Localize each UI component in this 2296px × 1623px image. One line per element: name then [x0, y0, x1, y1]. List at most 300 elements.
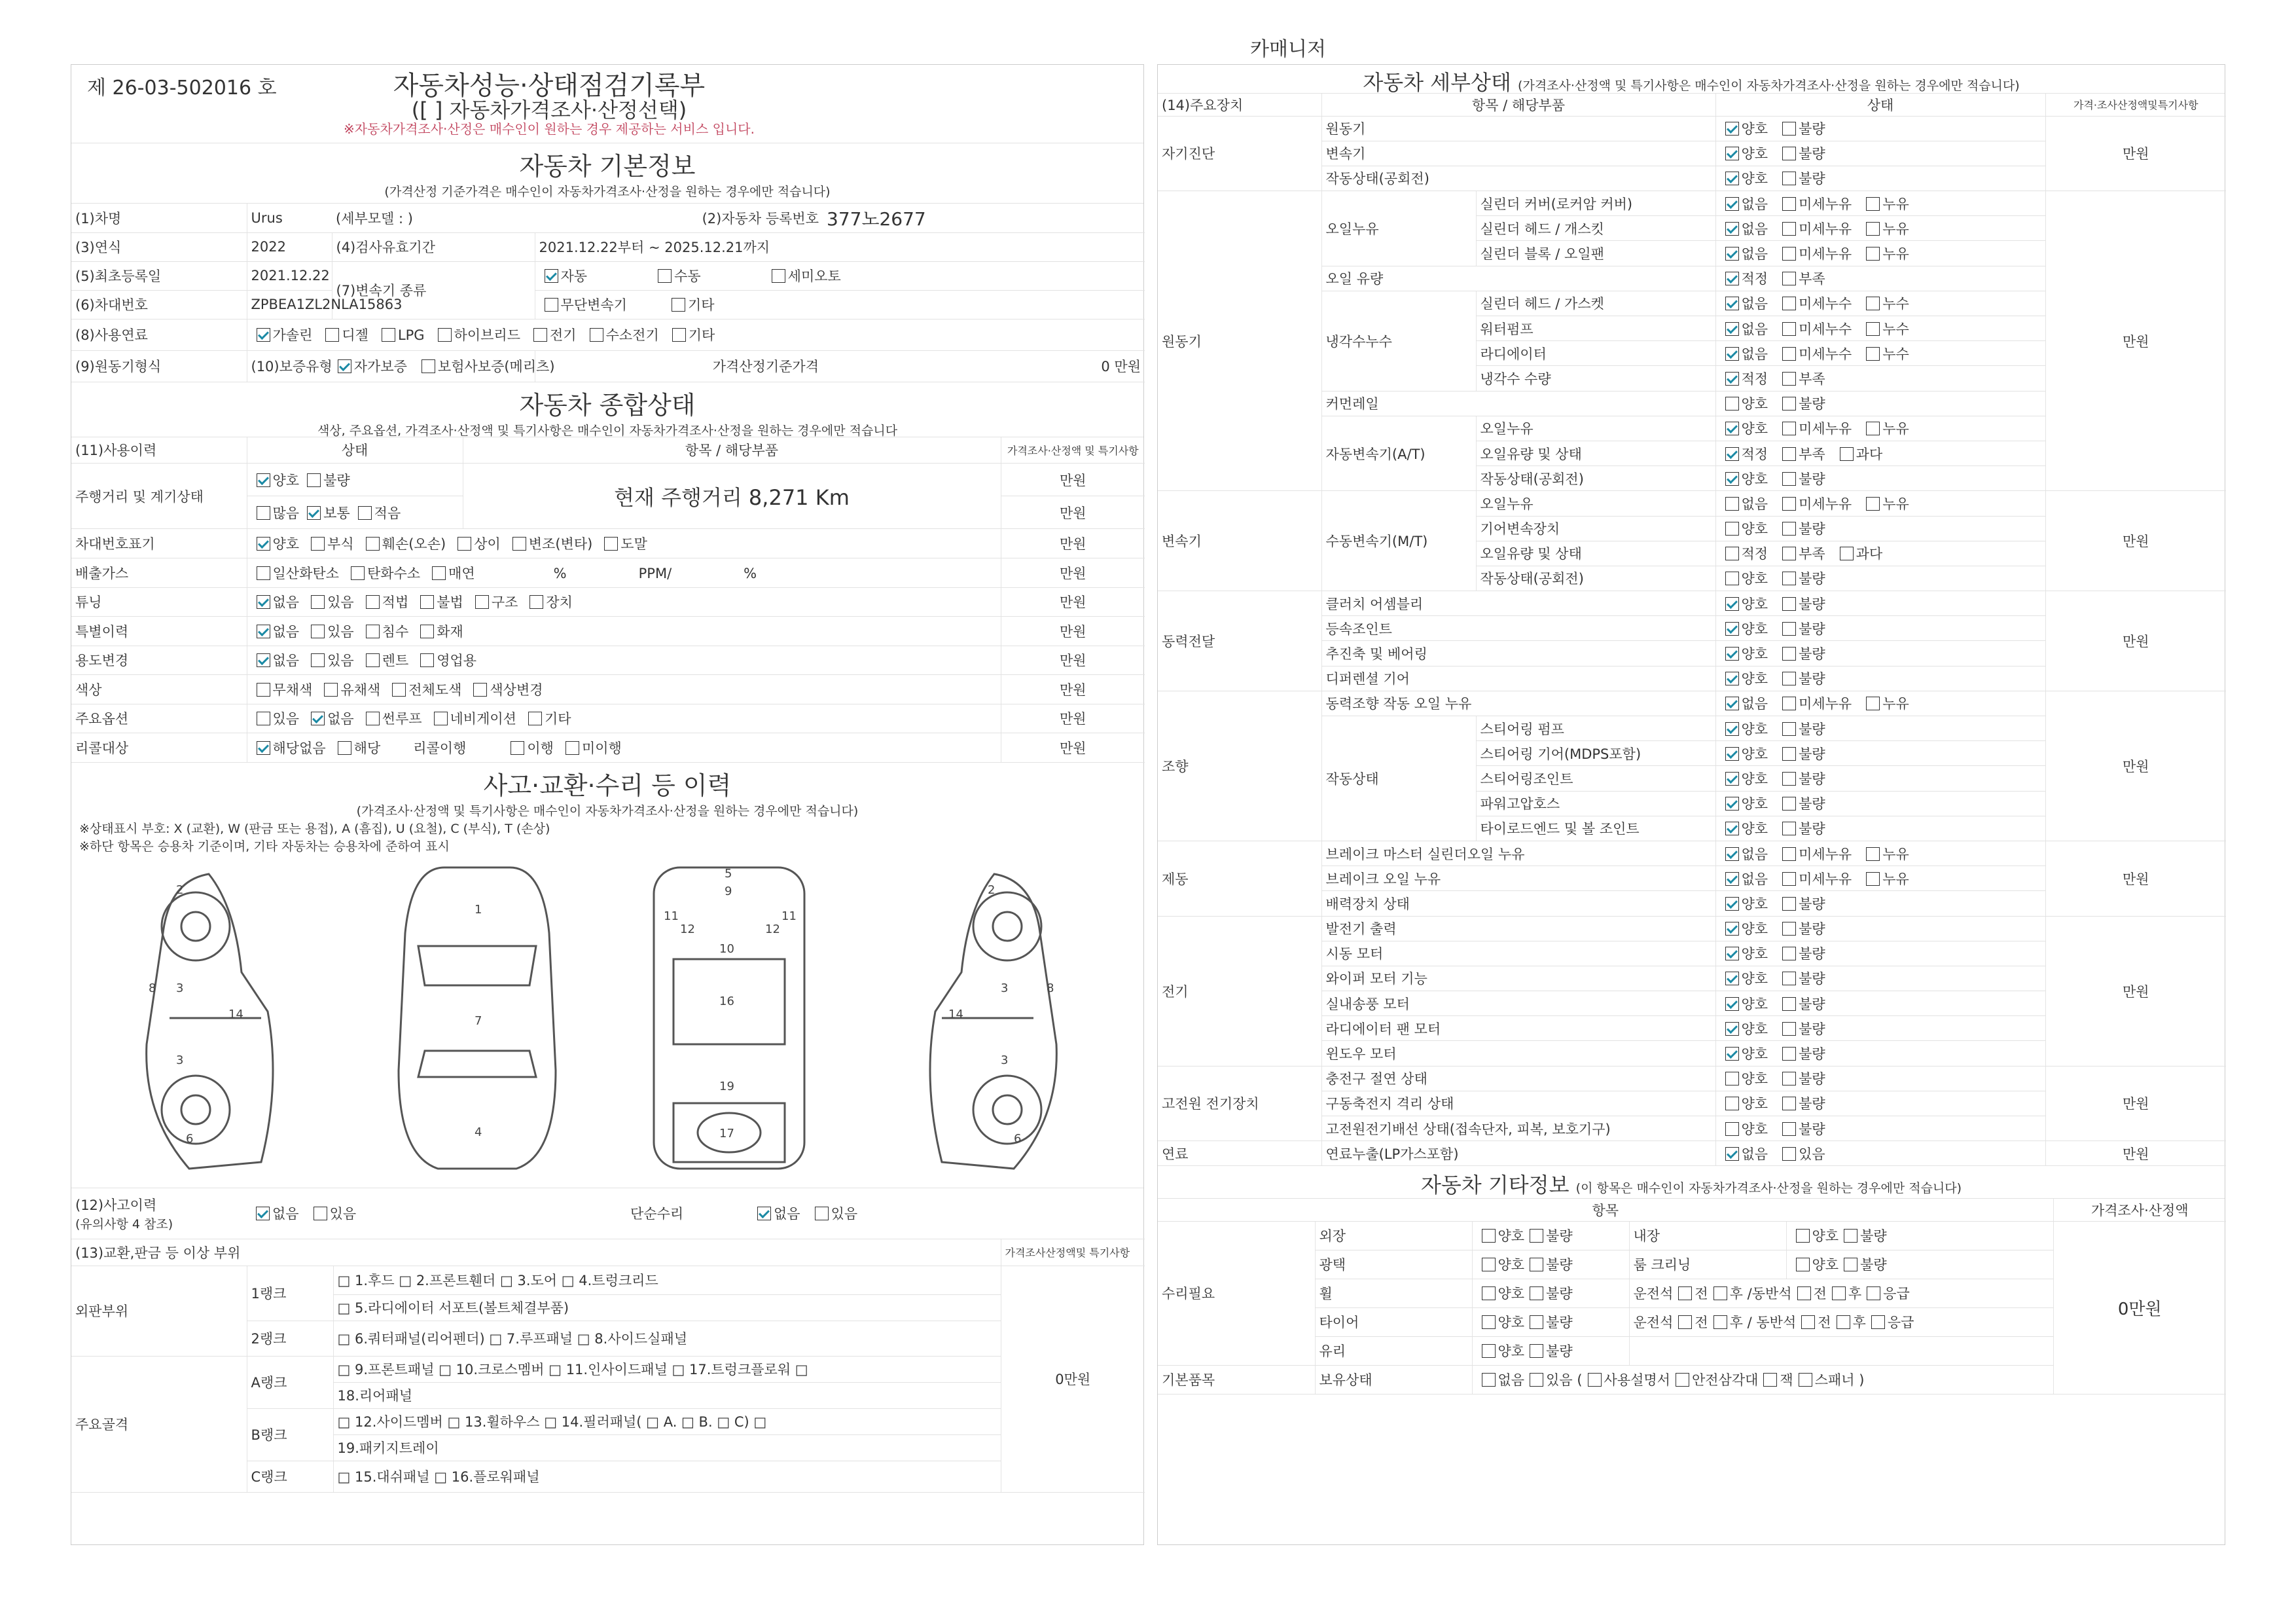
- checkbox-icon[interactable]: [1725, 947, 1739, 960]
- checkbox-icon[interactable]: [1782, 722, 1796, 736]
- checkbox-icon[interactable]: [1782, 622, 1796, 636]
- checkbox-icon[interactable]: [511, 741, 524, 755]
- checkbox-icon[interactable]: [512, 537, 526, 551]
- checkbox-icon[interactable]: [1782, 1072, 1796, 1085]
- checkbox-option[interactable]: [1720, 1093, 1768, 1113]
- checkbox-icon[interactable]: [1725, 147, 1739, 160]
- checkbox-option[interactable]: [1777, 1068, 1825, 1088]
- checkbox-option[interactable]: [470, 592, 518, 611]
- checkbox-option[interactable]: [251, 503, 300, 522]
- checkbox-icon[interactable]: [1782, 272, 1796, 285]
- checkbox-icon[interactable]: [1866, 347, 1880, 361]
- checkbox-icon[interactable]: [325, 328, 339, 342]
- checkbox-option[interactable]: [1720, 968, 1768, 988]
- checkbox-icon[interactable]: [1782, 222, 1796, 236]
- checkbox-option[interactable]: [1720, 1144, 1768, 1163]
- checkbox-icon[interactable]: [1725, 1072, 1739, 1085]
- checkbox-icon[interactable]: [1725, 447, 1739, 461]
- checkbox-option[interactable]: [1720, 369, 1768, 388]
- checkbox-option[interactable]: [415, 650, 476, 670]
- checkbox-option[interactable]: [1720, 844, 1768, 864]
- checkbox-icon[interactable]: [1782, 747, 1796, 761]
- checkbox-option[interactable]: [452, 534, 501, 553]
- checkbox-icon[interactable]: [420, 653, 434, 667]
- checkbox-option[interactable]: [1720, 143, 1768, 163]
- checkbox-icon[interactable]: [307, 473, 321, 487]
- checkbox-icon[interactable]: [1782, 922, 1796, 936]
- checkbox-option[interactable]: [1777, 519, 1825, 538]
- checkbox-icon[interactable]: [1725, 272, 1739, 285]
- checkbox-icon[interactable]: [432, 566, 446, 580]
- checkbox-icon[interactable]: [457, 537, 471, 551]
- checkbox-icon[interactable]: [1840, 447, 1854, 461]
- checkbox-icon[interactable]: [1725, 997, 1739, 1011]
- checkbox-option[interactable]: [1861, 869, 1909, 888]
- checkbox-option[interactable]: [766, 266, 841, 285]
- checkbox-option[interactable]: [539, 266, 588, 285]
- checkbox-icon[interactable]: [1725, 797, 1739, 811]
- checkbox-option[interactable]: [1720, 668, 1768, 688]
- checkbox-option[interactable]: [332, 356, 407, 376]
- checkbox-option[interactable]: [523, 708, 571, 728]
- checkbox-option[interactable]: [433, 325, 520, 344]
- checkbox-option[interactable]: [1777, 319, 1852, 338]
- checkbox-icon[interactable]: [1725, 397, 1739, 410]
- checkbox-icon[interactable]: [1782, 122, 1796, 136]
- checkbox-option[interactable]: [1720, 693, 1768, 713]
- checkbox-icon[interactable]: [311, 712, 325, 725]
- checkbox-icon[interactable]: [1725, 522, 1739, 536]
- checkbox-option[interactable]: [361, 534, 446, 553]
- checkbox-icon[interactable]: [533, 328, 547, 342]
- checkbox-icon[interactable]: [392, 683, 406, 697]
- checkbox-icon[interactable]: [382, 328, 395, 342]
- checkbox-icon[interactable]: [366, 537, 380, 551]
- checkbox-option[interactable]: [1720, 943, 1768, 963]
- checkbox-icon[interactable]: [1782, 1047, 1796, 1061]
- checkbox-option[interactable]: [1777, 168, 1825, 188]
- checkbox-icon[interactable]: [815, 1207, 829, 1220]
- checkbox-icon[interactable]: [257, 712, 270, 725]
- checkbox-icon[interactable]: [565, 741, 579, 755]
- checkbox-option[interactable]: [1861, 194, 1909, 213]
- checkbox-icon[interactable]: [1782, 547, 1796, 560]
- checkbox-icon[interactable]: [420, 595, 434, 609]
- checkbox-icon[interactable]: [1866, 697, 1880, 710]
- checkbox-option[interactable]: [1777, 393, 1825, 413]
- checkbox-option[interactable]: [1777, 219, 1852, 238]
- checkbox-icon[interactable]: [1725, 1147, 1739, 1161]
- checkbox-icon[interactable]: [257, 566, 270, 580]
- checkbox-option[interactable]: [251, 708, 300, 728]
- checkbox-icon[interactable]: [1725, 547, 1739, 560]
- checkbox-icon[interactable]: [257, 537, 270, 551]
- checkbox-option[interactable]: [524, 592, 573, 611]
- checkbox-option[interactable]: [1720, 919, 1768, 938]
- checkbox-icon[interactable]: [1725, 597, 1739, 611]
- checkbox-option[interactable]: [361, 650, 409, 670]
- checkbox-icon[interactable]: [1866, 322, 1880, 336]
- checkbox-icon[interactable]: [366, 625, 380, 638]
- checkbox-icon[interactable]: [1782, 397, 1796, 410]
- checkbox-icon[interactable]: [1782, 997, 1796, 1011]
- checkbox-icon[interactable]: [1725, 1097, 1739, 1110]
- checkbox-icon[interactable]: [1782, 1097, 1796, 1110]
- checkbox-icon[interactable]: [1782, 797, 1796, 811]
- checkbox-icon[interactable]: [672, 328, 686, 342]
- checkbox-icon[interactable]: [358, 506, 372, 520]
- checkbox-option[interactable]: [1720, 418, 1768, 438]
- checkbox-icon[interactable]: [1782, 447, 1796, 461]
- checkbox-icon[interactable]: [1866, 222, 1880, 236]
- checkbox-icon[interactable]: [1782, 247, 1796, 261]
- checkbox-option[interactable]: [584, 325, 659, 344]
- checkbox-option[interactable]: [306, 534, 354, 553]
- checkbox-icon[interactable]: [1866, 197, 1880, 211]
- checkbox-icon[interactable]: [1782, 472, 1796, 486]
- checkbox-icon[interactable]: [1782, 572, 1796, 585]
- checkbox-option[interactable]: [1720, 769, 1768, 788]
- checkbox-icon[interactable]: [1725, 772, 1739, 786]
- checkbox-option[interactable]: [306, 708, 354, 728]
- checkbox-option[interactable]: [1777, 1093, 1825, 1113]
- checkbox-option[interactable]: [1720, 344, 1768, 363]
- checkbox-option[interactable]: [1777, 793, 1825, 813]
- checkbox-icon[interactable]: [366, 595, 380, 609]
- checkbox-option[interactable]: [251, 621, 300, 641]
- checkbox-icon[interactable]: [257, 506, 270, 520]
- checkbox-icon[interactable]: [1782, 897, 1796, 911]
- checkbox-icon[interactable]: [311, 625, 325, 638]
- checkbox-icon[interactable]: [1725, 1122, 1739, 1136]
- checkbox-option[interactable]: [1777, 194, 1852, 213]
- checkbox-icon[interactable]: [324, 683, 338, 697]
- checkbox-icon[interactable]: [1725, 247, 1739, 261]
- checkbox-option[interactable]: [1720, 644, 1768, 663]
- checkbox-icon[interactable]: [604, 537, 618, 551]
- checkbox-icon[interactable]: [1725, 847, 1739, 861]
- checkbox-icon[interactable]: [366, 653, 380, 667]
- checkbox-option[interactable]: [1777, 1044, 1825, 1063]
- checkbox-icon[interactable]: [1782, 297, 1796, 310]
- checkbox-option[interactable]: [1720, 1119, 1768, 1139]
- checkbox-icon[interactable]: [545, 269, 558, 283]
- checkbox-icon[interactable]: [338, 741, 351, 755]
- checkbox-icon[interactable]: [1782, 697, 1796, 710]
- checkbox-icon[interactable]: [420, 625, 434, 638]
- checkbox-option[interactable]: [1835, 543, 1883, 563]
- checkbox-icon[interactable]: [1782, 947, 1796, 960]
- checkbox-option[interactable]: [666, 295, 715, 314]
- checkbox-icon[interactable]: [1782, 1022, 1796, 1036]
- checkbox-icon[interactable]: [1782, 347, 1796, 361]
- checkbox-option[interactable]: [353, 503, 401, 522]
- checkbox-option[interactable]: [1861, 844, 1909, 864]
- checkbox-icon[interactable]: [529, 595, 543, 609]
- checkbox-icon[interactable]: [1725, 197, 1739, 211]
- checkbox-option[interactable]: [251, 738, 326, 757]
- checkbox-icon[interactable]: [1840, 547, 1854, 560]
- checkbox-icon[interactable]: [1782, 1147, 1796, 1161]
- checkbox-icon[interactable]: [257, 683, 270, 697]
- checkbox-option[interactable]: [1861, 693, 1909, 713]
- checkbox-option[interactable]: [1777, 994, 1825, 1013]
- checkbox-option[interactable]: [1720, 543, 1768, 563]
- checkbox-option[interactable]: [1720, 469, 1768, 488]
- checkbox-icon[interactable]: [338, 359, 351, 373]
- checkbox-option[interactable]: [1861, 418, 1909, 438]
- checkbox-icon[interactable]: [1725, 722, 1739, 736]
- checkbox-icon[interactable]: [590, 328, 603, 342]
- checkbox-icon[interactable]: [1725, 922, 1739, 936]
- checkbox-option[interactable]: [1777, 568, 1825, 588]
- checkbox-option[interactable]: [1777, 719, 1825, 739]
- checkbox-option[interactable]: [507, 534, 593, 553]
- checkbox-icon[interactable]: [1725, 822, 1739, 835]
- checkbox-option[interactable]: [306, 592, 354, 611]
- checkbox-option[interactable]: [1777, 769, 1825, 788]
- checkbox-icon[interactable]: [672, 298, 685, 312]
- checkbox-icon[interactable]: [658, 269, 672, 283]
- checkbox-icon[interactable]: [1725, 622, 1739, 636]
- checkbox-option[interactable]: [251, 534, 300, 553]
- checkbox-icon[interactable]: [1866, 497, 1880, 511]
- checkbox-option[interactable]: [1720, 319, 1768, 338]
- checkbox-icon[interactable]: [1782, 1122, 1796, 1136]
- checkbox-icon[interactable]: [1782, 872, 1796, 886]
- checkbox-icon[interactable]: [257, 625, 270, 638]
- checkbox-option[interactable]: [251, 1203, 299, 1223]
- checkbox-icon[interactable]: [1782, 647, 1796, 661]
- checkbox-icon[interactable]: [1725, 747, 1739, 761]
- checkbox-icon[interactable]: [1725, 497, 1739, 511]
- checkbox-option[interactable]: [1861, 293, 1909, 313]
- checkbox-icon[interactable]: [257, 328, 270, 342]
- checkbox-option[interactable]: [306, 650, 354, 670]
- checkbox-icon[interactable]: [1866, 872, 1880, 886]
- checkbox-option[interactable]: [1720, 1068, 1768, 1088]
- checkbox-option[interactable]: [416, 356, 555, 376]
- checkbox-option[interactable]: [415, 621, 463, 641]
- checkbox-icon[interactable]: [1782, 772, 1796, 786]
- checkbox-option[interactable]: [415, 592, 463, 611]
- checkbox-icon[interactable]: [1782, 372, 1796, 386]
- checkbox-icon[interactable]: [1782, 597, 1796, 611]
- checkbox-icon[interactable]: [1782, 497, 1796, 511]
- checkbox-icon[interactable]: [314, 1207, 327, 1220]
- checkbox-icon[interactable]: [528, 712, 542, 725]
- checkbox-icon[interactable]: [1782, 847, 1796, 861]
- checkbox-option[interactable]: [1777, 894, 1825, 913]
- checkbox-icon[interactable]: [1725, 1022, 1739, 1036]
- checkbox-icon[interactable]: [1725, 672, 1739, 685]
- checkbox-option[interactable]: [1720, 818, 1768, 838]
- checkbox-option[interactable]: [1720, 1044, 1768, 1063]
- checkbox-icon[interactable]: [1782, 822, 1796, 835]
- checkbox-icon[interactable]: [1725, 122, 1739, 136]
- checkbox-icon[interactable]: [257, 473, 270, 487]
- checkbox-option[interactable]: [1835, 444, 1883, 464]
- checkbox-icon[interactable]: [257, 741, 270, 755]
- checkbox-option[interactable]: [1777, 494, 1852, 513]
- checkbox-icon[interactable]: [1725, 472, 1739, 486]
- checkbox-option[interactable]: [1720, 393, 1768, 413]
- checkbox-icon[interactable]: [772, 269, 785, 283]
- checkbox-icon[interactable]: [1782, 147, 1796, 160]
- checkbox-option[interactable]: [302, 470, 350, 490]
- checkbox-option[interactable]: [1720, 619, 1768, 638]
- checkbox-icon[interactable]: [1725, 222, 1739, 236]
- checkbox-icon[interactable]: [307, 506, 321, 520]
- checkbox-icon[interactable]: [1725, 1047, 1739, 1061]
- checkbox-icon[interactable]: [311, 537, 325, 551]
- checkbox-option[interactable]: [539, 295, 627, 314]
- checkbox-option[interactable]: [1777, 119, 1825, 138]
- checkbox-option[interactable]: [1720, 268, 1768, 288]
- checkbox-icon[interactable]: [1725, 697, 1739, 710]
- checkbox-icon[interactable]: [1782, 672, 1796, 685]
- checkbox-option[interactable]: [308, 1203, 357, 1223]
- checkbox-option[interactable]: [1777, 444, 1825, 464]
- checkbox-option[interactable]: [251, 592, 300, 611]
- checkbox-icon[interactable]: [1725, 572, 1739, 585]
- checkbox-option[interactable]: [1720, 293, 1768, 313]
- checkbox-option[interactable]: [346, 563, 420, 583]
- checkbox-option[interactable]: [1720, 793, 1768, 813]
- checkbox-option[interactable]: [1720, 119, 1768, 138]
- checkbox-icon[interactable]: [545, 298, 558, 312]
- checkbox-icon[interactable]: [475, 595, 489, 609]
- checkbox-option[interactable]: [332, 738, 381, 757]
- checkbox-icon[interactable]: [1782, 322, 1796, 336]
- checkbox-option[interactable]: [653, 266, 701, 285]
- checkbox-option[interactable]: [251, 650, 300, 670]
- checkbox-option[interactable]: [1861, 494, 1909, 513]
- checkbox-option[interactable]: [1777, 244, 1852, 263]
- checkbox-option[interactable]: [1720, 219, 1768, 238]
- checkbox-option[interactable]: [1777, 268, 1825, 288]
- checkbox-option[interactable]: [667, 325, 715, 344]
- checkbox-icon[interactable]: [1725, 372, 1739, 386]
- checkbox-option[interactable]: [1777, 418, 1852, 438]
- checkbox-icon[interactable]: [1725, 422, 1739, 435]
- checkbox-option[interactable]: [376, 327, 425, 343]
- checkbox-option[interactable]: [1777, 143, 1825, 163]
- checkbox-icon[interactable]: [438, 328, 452, 342]
- checkbox-option[interactable]: [1777, 1019, 1825, 1038]
- checkbox-option[interactable]: [1777, 818, 1825, 838]
- checkbox-icon[interactable]: [1725, 897, 1739, 911]
- checkbox-option[interactable]: [1720, 568, 1768, 588]
- checkbox-option[interactable]: [1777, 369, 1825, 388]
- checkbox-icon[interactable]: [257, 595, 270, 609]
- checkbox-option[interactable]: [1777, 943, 1825, 963]
- checkbox-option[interactable]: [1777, 844, 1852, 864]
- checkbox-option[interactable]: [1720, 244, 1768, 263]
- checkbox-option[interactable]: [361, 621, 409, 641]
- checkbox-option[interactable]: [1861, 244, 1909, 263]
- checkbox-icon[interactable]: [1782, 172, 1796, 185]
- checkbox-option[interactable]: [1861, 319, 1909, 338]
- checkbox-option[interactable]: [361, 708, 422, 728]
- checkbox-option[interactable]: [1861, 219, 1909, 238]
- checkbox-icon[interactable]: [1866, 422, 1880, 435]
- checkbox-option[interactable]: [1861, 344, 1909, 363]
- checkbox-icon[interactable]: [473, 683, 487, 697]
- checkbox-option[interactable]: [1777, 344, 1852, 363]
- checkbox-option[interactable]: [387, 680, 461, 699]
- checkbox-option[interactable]: [1777, 1119, 1825, 1139]
- checkbox-icon[interactable]: [1725, 297, 1739, 310]
- checkbox-icon[interactable]: [1866, 297, 1880, 310]
- checkbox-option[interactable]: [599, 534, 647, 553]
- checkbox-icon[interactable]: [311, 653, 325, 667]
- checkbox-option[interactable]: [361, 592, 409, 611]
- checkbox-icon[interactable]: [1725, 647, 1739, 661]
- checkbox-icon[interactable]: [757, 1207, 771, 1220]
- checkbox-option[interactable]: [1777, 869, 1852, 888]
- checkbox-option[interactable]: [1777, 693, 1852, 713]
- checkbox-option[interactable]: [427, 563, 475, 583]
- checkbox-option[interactable]: [528, 325, 577, 344]
- checkbox-icon[interactable]: [1866, 247, 1880, 261]
- checkbox-option[interactable]: [251, 680, 313, 699]
- checkbox-option[interactable]: [1720, 994, 1768, 1013]
- checkbox-icon[interactable]: [1725, 172, 1739, 185]
- checkbox-icon[interactable]: [1782, 197, 1796, 211]
- checkbox-option[interactable]: [1720, 519, 1768, 538]
- checkbox-option[interactable]: [505, 738, 554, 757]
- checkbox-option[interactable]: [1777, 293, 1852, 313]
- checkbox-option[interactable]: [1777, 619, 1825, 638]
- checkbox-icon[interactable]: [351, 566, 365, 580]
- checkbox-option[interactable]: [1720, 894, 1768, 913]
- checkbox-icon[interactable]: [1725, 322, 1739, 336]
- checkbox-icon[interactable]: [422, 359, 435, 373]
- checkbox-icon[interactable]: [257, 653, 270, 667]
- checkbox-icon[interactable]: [1725, 347, 1739, 361]
- checkbox-option[interactable]: [1720, 719, 1768, 739]
- checkbox-option[interactable]: [1720, 194, 1768, 213]
- checkbox-icon[interactable]: [1866, 847, 1880, 861]
- checkbox-icon[interactable]: [256, 1207, 270, 1220]
- checkbox-icon[interactable]: [1782, 522, 1796, 536]
- checkbox-option[interactable]: [1720, 444, 1768, 464]
- checkbox-option[interactable]: [1720, 869, 1768, 888]
- checkbox-option[interactable]: [1777, 668, 1825, 688]
- checkbox-option[interactable]: [1720, 744, 1768, 763]
- checkbox-option[interactable]: [1777, 543, 1825, 563]
- checkbox-option[interactable]: [251, 563, 339, 583]
- checkbox-icon[interactable]: [1725, 872, 1739, 886]
- checkbox-icon[interactable]: [366, 712, 380, 725]
- checkbox-option[interactable]: [429, 708, 516, 728]
- checkbox-option[interactable]: [320, 325, 368, 344]
- checkbox-option[interactable]: [1777, 919, 1825, 938]
- checkbox-option[interactable]: [468, 680, 543, 699]
- checkbox-option[interactable]: [306, 621, 354, 641]
- checkbox-icon[interactable]: [1725, 972, 1739, 985]
- checkbox-icon[interactable]: [311, 595, 325, 609]
- checkbox-option[interactable]: [1777, 1144, 1825, 1163]
- checkbox-option[interactable]: [1777, 594, 1825, 613]
- checkbox-option[interactable]: [1720, 494, 1768, 513]
- checkbox-option[interactable]: [1720, 594, 1768, 613]
- checkbox-icon[interactable]: [434, 712, 448, 725]
- checkbox-option[interactable]: [810, 1203, 858, 1223]
- checkbox-option[interactable]: [1720, 168, 1768, 188]
- checkbox-option[interactable]: [1720, 1019, 1768, 1038]
